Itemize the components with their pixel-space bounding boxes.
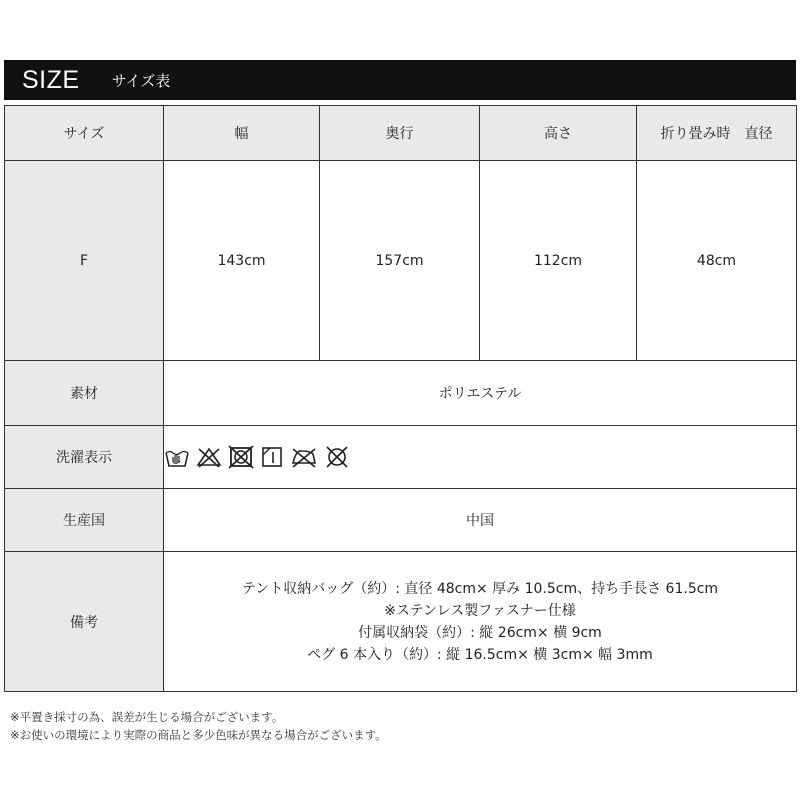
col-header-depth: 奥行	[320, 106, 480, 161]
no-dry-clean-icon	[324, 445, 350, 469]
line-dry-shade-icon	[260, 445, 284, 469]
notes-label: 備考	[5, 552, 164, 692]
size-label: F	[5, 161, 164, 361]
depth-value: 157cm	[320, 161, 480, 361]
col-header-size: サイズ	[5, 106, 164, 161]
origin-value: 中国	[164, 489, 797, 552]
width-value: 143cm	[164, 161, 320, 361]
note-line: ペグ 6 本入り（約）: 縦 16.5cm× 横 3cm× 幅 3mm	[307, 646, 653, 663]
folded-diameter-value: 48cm	[637, 161, 797, 361]
footnotes	[10, 708, 387, 744]
no-bleach-icon	[196, 446, 222, 468]
material-row	[5, 361, 797, 426]
col-header-width: 幅	[164, 106, 320, 161]
washing-label: 洗濯表示	[5, 426, 164, 489]
note-line: テント収納バッグ（約）: 直径 48cm× 厚み 10.5cm、持ち手長さ 61.5cm	[241, 580, 719, 597]
origin-label: 生産国	[5, 489, 164, 552]
material-label: 素材	[5, 361, 164, 426]
washing-row	[5, 426, 797, 489]
footnote-color: ※お使いの環境により実際の商品と多少色味が異なる場合がございます。	[10, 728, 387, 742]
col-header-folded-diameter: 折り畳み時 直径	[637, 106, 797, 161]
footnote-measurement: ※平置き採寸の為、誤差が生じる場合がございます。	[10, 710, 284, 724]
origin-row	[5, 489, 797, 552]
note-line: ※ステンレス製ファスナー仕様	[384, 602, 576, 619]
hand-wash-icon	[164, 445, 190, 469]
washing-icons-cell	[164, 426, 797, 489]
note-line: 付属収納袋（約）: 縦 26cm× 横 9cm	[358, 624, 602, 641]
no-tumble-dry-icon	[228, 445, 254, 469]
notes-value	[164, 552, 797, 692]
height-value: 112cm	[480, 161, 637, 361]
washing-icons	[164, 445, 796, 469]
size-table	[4, 105, 797, 692]
size-subtitle: サイズ表	[111, 71, 171, 90]
size-row	[5, 161, 797, 361]
col-header-height: 高さ	[480, 106, 637, 161]
header-row	[5, 106, 797, 161]
size-title: SIZE	[22, 65, 80, 94]
no-iron-icon	[290, 446, 318, 468]
material-value: ポリエステル	[164, 361, 797, 426]
notes-row	[5, 552, 797, 692]
size-header-bar	[4, 60, 796, 100]
